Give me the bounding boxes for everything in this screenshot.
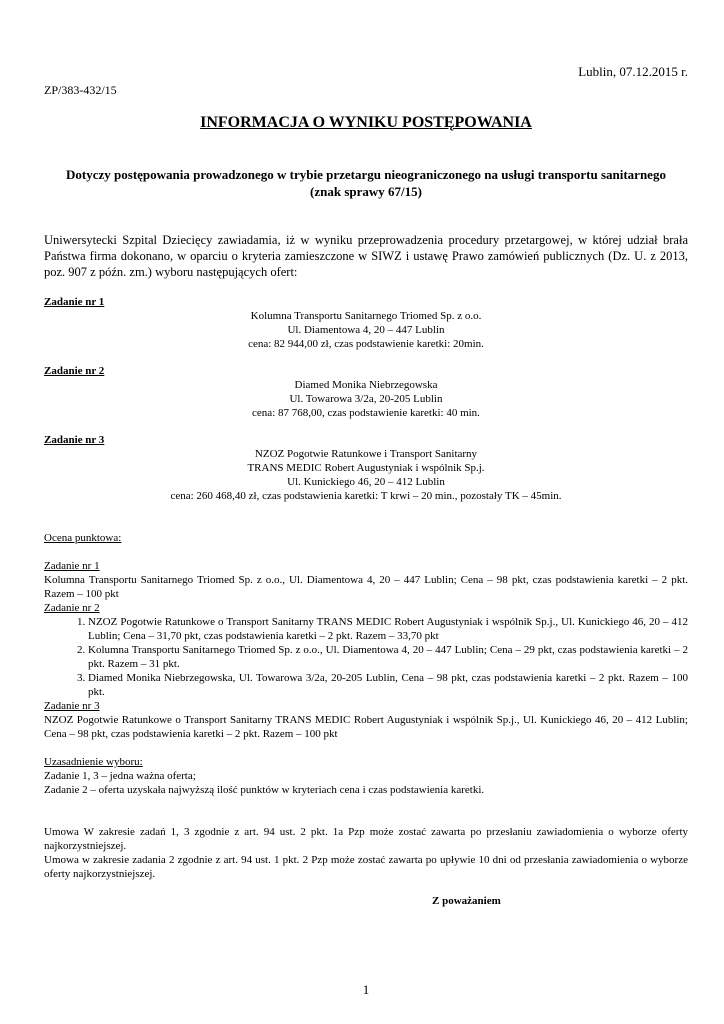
task-heading: Zadanie nr 2	[44, 365, 105, 377]
task-line: cena: 260 468,40 zł, czas podstawienia karetki: T krwi – 20 min., pozostały TK – 45min.	[170, 490, 562, 502]
list-item: 2. Kolumna Transportu Sanitarnego Triomed Sp. z o.o., Ul. Diamentowa 4, 20 – 447 Lublin; Cena – 29 pkt, czas podstawienia karetki – 2 pkt. Razem – 31 pkt.	[88, 643, 688, 671]
task-heading: Zadanie nr 1	[44, 296, 105, 308]
scoring-task-1-text: Kolumna Transportu Sanitarnego Triomed Sp. z o.o., Ul. Diamentowa 4, 20 – 447 Lublin; Cena – 98 pkt, czas podstawienia karetki – 2 pkt. Razem – 100 pkt	[44, 574, 688, 600]
task-line: NZOZ Pogotwie Ratunkowe i Transport Sanitarny	[254, 448, 478, 460]
contract-section	[44, 825, 688, 881]
page-number: 1	[362, 982, 370, 997]
contract-paragraph: Umowa w zakresie zadania 2 zgodnie z art. 94 ust. 1 pkt. 2 Pzp może zostać zawarta po upływie 10 dni od przesłania zawiadomienia o wyborze oferty najkorzystniejszej.	[44, 854, 688, 880]
scoring-task-3-heading: Zadanie nr 3	[44, 700, 100, 712]
scoring-heading: Ocena punktowa:	[44, 532, 122, 544]
task-line: Ul. Kunickiego 46, 20 – 412 Lublin	[287, 476, 445, 488]
reference-number: ZP/383-432/15	[44, 83, 117, 97]
subject-line: Dotyczy postępowania prowadzonego w trybie przetargu nieograniczonego na usługi transportu sanitarnego (znak sprawy 67/15)	[66, 167, 666, 199]
scoring-task-3-text: NZOZ Pogotwie Ratunkowe o Transport Sanitarny TRANS MEDIC Robert Augustyniak i wspólnik Sp.j., Ul. Kunickiego 46, 20 – 412 Lublin; Cena – 98 pkt, czas podstawienia karetki – 2 pkt. Razem – 100 pkt	[44, 714, 688, 740]
task-heading: Zadanie nr 3	[44, 434, 105, 446]
document-date: Lublin, 07.12.2015 r.	[578, 64, 688, 79]
justification-heading: Uzasadnienie wyboru:	[44, 756, 143, 768]
justification-line: Zadanie 1, 3 – jedna ważna oferta;	[44, 770, 196, 782]
intro-paragraph: Uniwersytecki Szpital Dziecięcy zawiadamia, iż w wyniku przeprowadzenia procedury przetargowej, w której udział brała Państwa firma dokonano, w oparciu o kryteria zamieszczone w SIWZ i ustawę Prawo zamówień publicznych (Dz. U. z 2013, poz. 907 z późn. zm.) wyboru następujących ofert:	[44, 233, 688, 279]
list-item: 1. NZOZ Pogotwie Ratunkowe o Transport Sanitarny TRANS MEDIC Robert Augustyniak i wspólnik Sp.j., Ul. Kunickiego 46, 20 – 412 Lublin; Cena – 31,70 pkt, czas podstawienia karetki – 2 pkt. Razem – 33,70 pkt	[88, 615, 688, 643]
scoring-section	[44, 531, 688, 741]
task-2-section	[44, 364, 688, 420]
contract-paragraph: Umowa W zakresie zadań 1, 3 zgodnie z art. 94 ust. 2 pkt. 1a Pzp może zostać zawarta po przesłaniu zawiadomienia o wyborze oferty najkorzystniejszej.	[44, 826, 688, 852]
scoring-task-2-heading: Zadanie nr 2	[44, 602, 100, 614]
task-line: Diamed Monika Niebrzegowska	[294, 379, 438, 391]
task-line: TRANS MEDIC Robert Augustyniak i wspólnik Sp.j.	[247, 462, 485, 474]
task-line: cena: 87 768,00, czas podstawienie karetki: 40 min.	[252, 407, 480, 419]
scoring-task-1-heading: Zadanie nr 1	[44, 560, 100, 572]
task-line: cena: 82 944,00 zł, czas podstawienie karetki: 20min.	[248, 338, 484, 350]
task-line: Ul. Diamentowa 4, 20 – 447 Lublin	[287, 324, 445, 336]
task-3-section	[44, 433, 688, 503]
task-line: Kolumna Transportu Sanitarnego Triomed Sp. z o.o.	[250, 310, 482, 322]
list-item: 3. Diamed Monika Niebrzegowska, Ul. Towarowa 3/2a, 20-205 Lublin, Cena – 98 pkt, czas podstawienia karetki – 2 pkt. Razem – 100 pkt.	[88, 671, 688, 699]
document-title: INFORMACJA O WYNIKU POSTĘPOWANIA	[200, 114, 532, 131]
task-line: Ul. Towarowa 3/2a, 20-205 Lublin	[289, 393, 443, 405]
scoring-task-2-list	[44, 615, 688, 699]
justification-line: Zadanie 2 – oferta uzyskała najwyższą ilość punktów w kryteriach cena i czas podstawienia karetki.	[44, 784, 485, 796]
closing-signature: Z poważaniem	[432, 895, 501, 907]
justification-section	[44, 755, 688, 797]
task-1-section	[44, 295, 688, 351]
